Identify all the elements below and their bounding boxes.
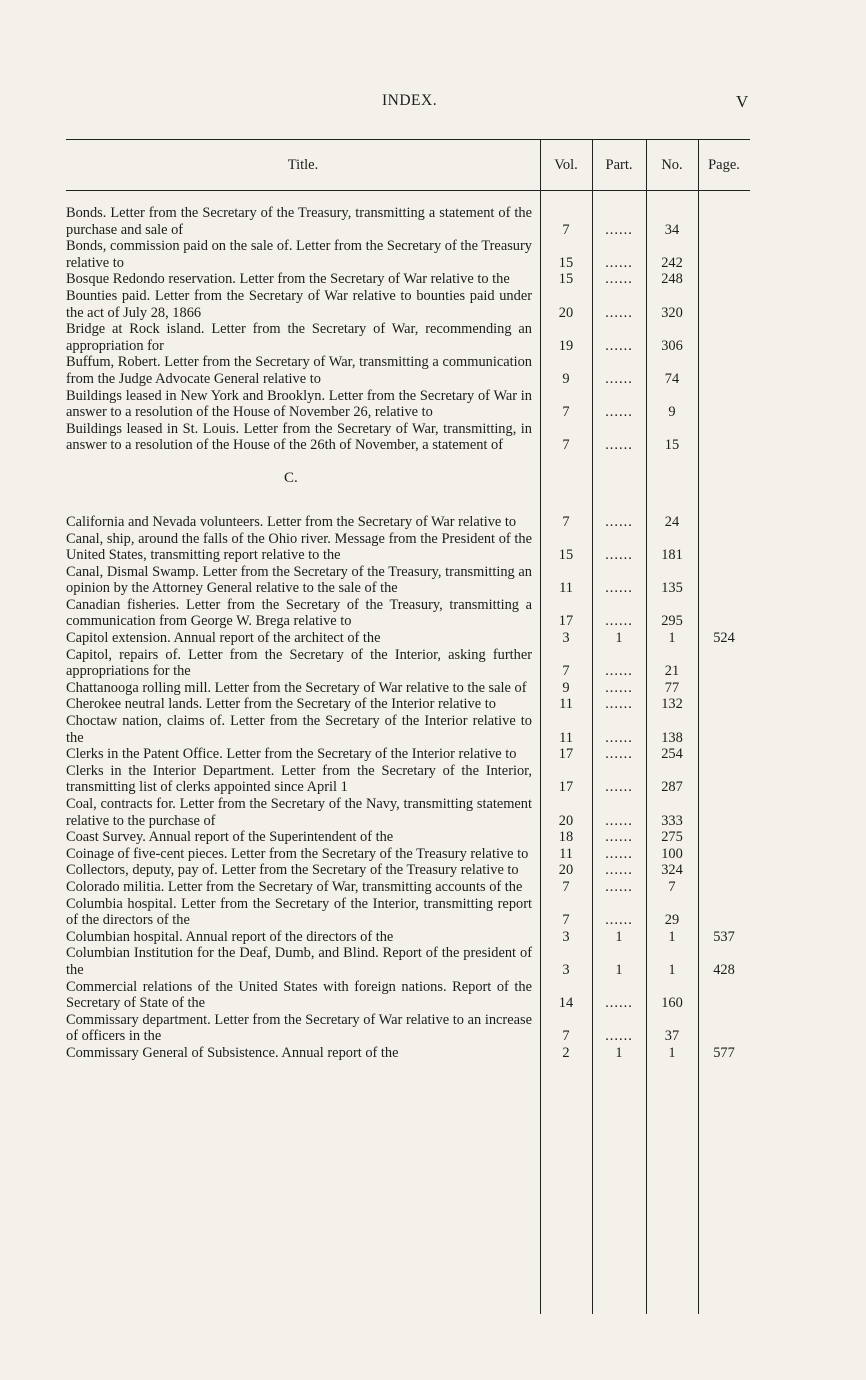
index-entry [66, 1012, 750, 1045]
index-entry [66, 354, 750, 387]
index-entry [66, 271, 750, 288]
entry-vol: 9 [562, 370, 570, 387]
index-rows [66, 205, 750, 1062]
entry-no: 24 [664, 513, 680, 530]
index-entry [66, 896, 750, 929]
entry-no: 1 [668, 1044, 676, 1061]
entry-vol: 3 [562, 928, 570, 945]
entry-part: ...... [605, 845, 633, 862]
entry-title: Colorado militia. Letter from the Secretary of War, transmitting accounts of the [66, 878, 523, 895]
index-entry [66, 564, 750, 597]
entry-part: ...... [605, 547, 633, 564]
index-entry [66, 647, 750, 680]
entry-title: Columbian hospital. Annual report of the directors of the [66, 928, 394, 945]
entry-part: 1 [615, 630, 623, 647]
entry-title: Bonds. Letter from the Secretary of the Treasury, transmitting a statement of the purchase and sale of [66, 205, 532, 238]
entry-title: Chattanooga rolling mill. Letter from the Secretary of War relative to the sale of [66, 679, 527, 696]
entry-no: 132 [661, 696, 683, 713]
entry-title: Capitol extension. Annual report of the architect of the [66, 630, 381, 647]
entry-title: Clerks in the Patent Office. Letter from the Secretary of the Interior relative to [66, 746, 517, 763]
column-header-part: Part. [605, 157, 633, 173]
entry-vol: 14 [558, 995, 574, 1012]
entry-no: 160 [661, 995, 683, 1012]
entry-title: Bosque Redondo reservation. Letter from the Secretary of War relative to the [66, 271, 510, 288]
index-entry [66, 862, 750, 879]
entry-vol: 11 [559, 729, 573, 746]
entry-title: Columbian Institution for the Deaf, Dumb, and Blind. Report of the president of the [66, 945, 532, 978]
entry-no: 275 [661, 829, 683, 846]
entry-part: ...... [605, 779, 633, 796]
entry-title: Canal, Dismal Swamp. Letter from the Secretary of the Treasury, transmitting an opinion by the Attorney General relative to the sale of the [66, 563, 532, 597]
entry-part: ...... [605, 812, 633, 829]
index-entry [66, 763, 750, 796]
index-entry [66, 597, 750, 630]
entry-part: ...... [605, 370, 633, 387]
entry-title: Buffum, Robert. Letter from the Secretary of War, transmitting a communication from the Judge Advocate General relative to [66, 354, 532, 387]
entry-title: Commercial relations of the United States with foreign nations. Report of the Secretary of State of the [66, 978, 532, 1012]
index-entry [66, 929, 750, 946]
entry-part: ...... [605, 1028, 633, 1045]
entry-no: 324 [661, 862, 683, 879]
entry-part: ...... [605, 729, 633, 746]
entry-part: 1 [615, 1044, 623, 1061]
entry-no: 138 [661, 729, 683, 746]
entry-vol: 11 [559, 845, 573, 862]
entry-vol: 19 [558, 337, 574, 354]
index-entry [66, 388, 750, 421]
entry-vol: 11 [559, 696, 573, 713]
entry-page: 428 [713, 961, 735, 978]
entry-part: ...... [605, 254, 633, 271]
entry-part: ...... [605, 221, 633, 238]
entry-part: ...... [605, 878, 633, 895]
entry-part: ...... [605, 404, 633, 421]
index-entry [66, 879, 750, 896]
entry-title: Coast Survey. Annual report of the Superintendent of the [66, 829, 394, 846]
index-entry [66, 421, 750, 454]
entry-page: 537 [713, 928, 735, 945]
entry-vol: 7 [562, 663, 570, 680]
entry-no: 242 [661, 254, 683, 271]
section-letter: C. [284, 469, 298, 486]
entry-part: ...... [605, 513, 633, 530]
entry-no: 333 [661, 812, 683, 829]
entry-vol: 20 [558, 304, 574, 321]
entry-part: ...... [605, 304, 633, 321]
entry-title: California and Nevada volunteers. Letter from the Secretary of War relative to [66, 513, 517, 530]
entry-part: ...... [605, 696, 633, 713]
entry-title: Collectors, deputy, pay of. Letter from the Secretary of the Treasury relative to [66, 862, 519, 879]
entry-vol: 15 [558, 547, 574, 564]
entry-title: Coinage of five-cent pieces. Letter from the Secretary of the Treasury relative to [66, 845, 529, 862]
entry-vol: 20 [558, 862, 574, 879]
column-header-vol: Vol. [554, 157, 578, 173]
section-heading [66, 454, 750, 514]
entry-no: 135 [661, 580, 683, 597]
entry-title: Bonds, commission paid on the sale of. Letter from the Secretary of the Treasury relative to [66, 238, 532, 271]
entry-part: ...... [605, 912, 633, 929]
index-entry [66, 514, 750, 531]
entry-no: 15 [664, 437, 680, 454]
index-entry [66, 1045, 750, 1062]
column-header-title: Title. [287, 157, 319, 173]
entry-vol: 7 [562, 912, 570, 929]
entry-vol: 7 [562, 513, 570, 530]
index-entry [66, 796, 750, 829]
page-header [0, 92, 866, 114]
entry-page: 577 [713, 1044, 735, 1061]
entry-vol: 7 [562, 404, 570, 421]
entries-c [66, 514, 750, 1062]
entry-vol: 7 [562, 878, 570, 895]
entry-vol: 7 [562, 221, 570, 238]
entries-b [66, 205, 750, 454]
entry-vol: 17 [558, 779, 574, 796]
entry-no: 248 [661, 271, 683, 288]
entry-title: Columbia hospital. Letter from the Secretary of the Interior, transmitting report of the directors of the [66, 895, 532, 929]
entry-no: 254 [661, 746, 683, 763]
index-entry [66, 238, 750, 271]
entry-no: 1 [668, 961, 676, 978]
index-entry [66, 680, 750, 697]
entry-title: Bridge at Rock island. Letter from the Secretary of War, recommending an appropriation for [66, 321, 532, 354]
entry-vol: 2 [562, 1044, 570, 1061]
entry-part: ...... [605, 580, 633, 597]
entry-vol: 17 [558, 613, 574, 630]
entry-title: Bounties paid. Letter from the Secretary of War relative to bounties paid under the act of July 28, 1866 [66, 287, 532, 321]
entry-part: ...... [605, 271, 633, 288]
entry-no: 77 [664, 679, 680, 696]
entry-title: Buildings leased in St. Louis. Letter from the Secretary of War, transmitting, in answer to a resolution of the House of the 26th of November, a statement of [66, 420, 532, 454]
entry-title: Commissary department. Letter from the Secretary of War relative to an increase of officers in the [66, 1011, 532, 1045]
entry-part: ...... [605, 437, 633, 454]
page-title: INDEX. [382, 92, 438, 109]
entry-vol: 15 [558, 254, 574, 271]
entry-part: 1 [615, 961, 623, 978]
entry-no: 320 [661, 304, 683, 321]
entry-part: ...... [605, 663, 633, 680]
top-rule [66, 139, 750, 140]
header-rule [66, 190, 750, 191]
entry-part: ...... [605, 337, 633, 354]
entry-vol: 7 [562, 437, 570, 454]
index-entry [66, 846, 750, 863]
entry-part: ...... [605, 746, 633, 763]
entry-no: 295 [661, 613, 683, 630]
entry-part: 1 [615, 928, 623, 945]
entry-vol: 11 [559, 580, 573, 597]
entry-part: ...... [605, 679, 633, 696]
index-table [66, 139, 750, 1314]
index-entry [66, 205, 750, 238]
entry-vol: 3 [562, 961, 570, 978]
entry-no: 29 [664, 912, 680, 929]
entry-no: 9 [668, 404, 676, 421]
entry-vol: 15 [558, 271, 574, 288]
column-header-no: No. [661, 157, 683, 173]
entry-no: 100 [661, 845, 683, 862]
column-header-page: Page. [708, 157, 740, 173]
index-entry [66, 829, 750, 846]
index-entry [66, 630, 750, 647]
entry-title: Clerks in the Interior Department. Letter from the Secretary of the Interior, transmitting list of clerks appointed since April 1 [66, 762, 532, 796]
entry-no: 21 [664, 663, 680, 680]
index-entry [66, 979, 750, 1012]
entry-no: 1 [668, 630, 676, 647]
entry-part: ...... [605, 829, 633, 846]
entry-no: 1 [668, 928, 676, 945]
index-entry [66, 531, 750, 564]
entry-title: Buildings leased in New York and Brooklyn. Letter from the Secretary of War in answer to a resolution of the House of November 26, relative to [66, 387, 532, 421]
index-entry [66, 288, 750, 321]
entry-no: 37 [664, 1028, 680, 1045]
entry-vol: 7 [562, 1028, 570, 1045]
entry-no: 287 [661, 779, 683, 796]
index-entry [66, 321, 750, 354]
entry-title: Canal, ship, around the falls of the Ohio river. Message from the President of the United States, transmitting report relative to the [66, 530, 532, 564]
entry-vol: 9 [562, 679, 570, 696]
entry-part: ...... [605, 995, 633, 1012]
entry-part: ...... [605, 862, 633, 879]
index-entry [66, 713, 750, 746]
entry-vol: 18 [558, 829, 574, 846]
entry-no: 181 [661, 547, 683, 564]
entry-part: ...... [605, 613, 633, 630]
entry-vol: 20 [558, 812, 574, 829]
entry-vol: 17 [558, 746, 574, 763]
entry-page: 524 [713, 630, 735, 647]
entry-title: Capitol, repairs of. Letter from the Secretary of the Interior, asking further appropriations for the [66, 646, 532, 680]
index-entry [66, 945, 750, 978]
index-entry [66, 746, 750, 763]
entry-no: 306 [661, 337, 683, 354]
page-number: V [736, 92, 749, 111]
entry-title: Coal, contracts for. Letter from the Secretary of the Navy, transmitting statement relative to the purchase of [66, 796, 532, 829]
entry-no: 7 [668, 878, 676, 895]
entry-no: 34 [664, 221, 680, 238]
entry-no: 74 [664, 370, 680, 387]
index-entry [66, 696, 750, 713]
entry-title: Canadian fisheries. Letter from the Secretary of the Treasury, transmitting a communication from George W. Brega relative to [66, 596, 532, 630]
entry-title: Cherokee neutral lands. Letter from the Secretary of the Interior relative to [66, 696, 496, 713]
entry-title: Commissary General of Subsistence. Annual report of the [66, 1044, 399, 1061]
entry-vol: 3 [562, 630, 570, 647]
entry-title: Choctaw nation, claims of. Letter from the Secretary of the Interior relative to the [66, 713, 532, 746]
